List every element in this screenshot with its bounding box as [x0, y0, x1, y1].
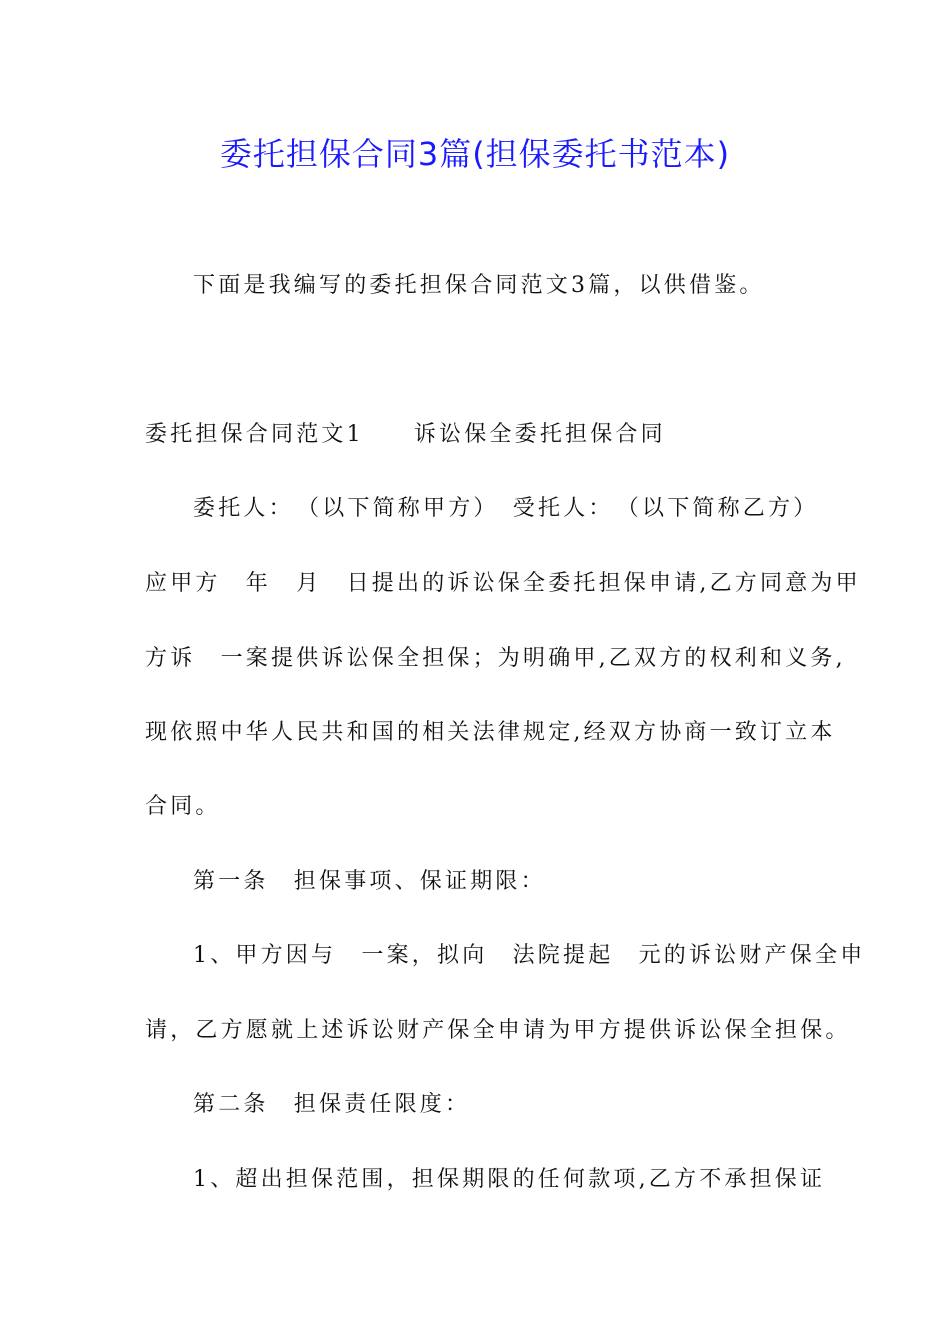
article-2-title: 第二条 担保责任限度： [193, 1092, 471, 1117]
article-1-item-line: 请，乙方愿就上述诉讼财产保全申请为甲方提供诉讼保全担保。 [145, 1018, 851, 1043]
article-1-title: 第一条 担保事项、保证期限： [193, 869, 546, 894]
article-1-item-line: 1、甲方因与 一案，拟向 法院提起 元的诉讼财产保全申 [193, 943, 866, 968]
intro-text: 下面是我编写的委托担保合同范文3篇，以供借鉴。 [193, 273, 765, 298]
parties-line: 委托人： （以下简称甲方） 受托人： （以下简称乙方） [193, 496, 819, 521]
paragraph-line: 方诉 一案提供诉讼保全担保；为明确甲,乙双方的权利和义务, [145, 646, 846, 671]
section-heading-label: 委托担保合同范文1 [145, 422, 364, 447]
paragraph-line: 现依照中华人民共和国的相关法律规定,经双方协商一致订立本 [145, 720, 836, 745]
article-2-item-line: 1、超出担保范围，担保期限的任何款项,乙方不承担保证 [193, 1167, 826, 1192]
document-title: 委托担保合同3篇(担保委托书范本) [219, 135, 731, 173]
section-heading-subtitle: 诉讼保全委托担保合同 [413, 422, 666, 447]
section-heading [145, 419, 666, 451]
paragraph-line: 合同。 [145, 794, 221, 819]
paragraph-line: 应甲方 年 月 日提出的诉讼保全委托担保申请,乙方同意为甲 [145, 571, 861, 596]
